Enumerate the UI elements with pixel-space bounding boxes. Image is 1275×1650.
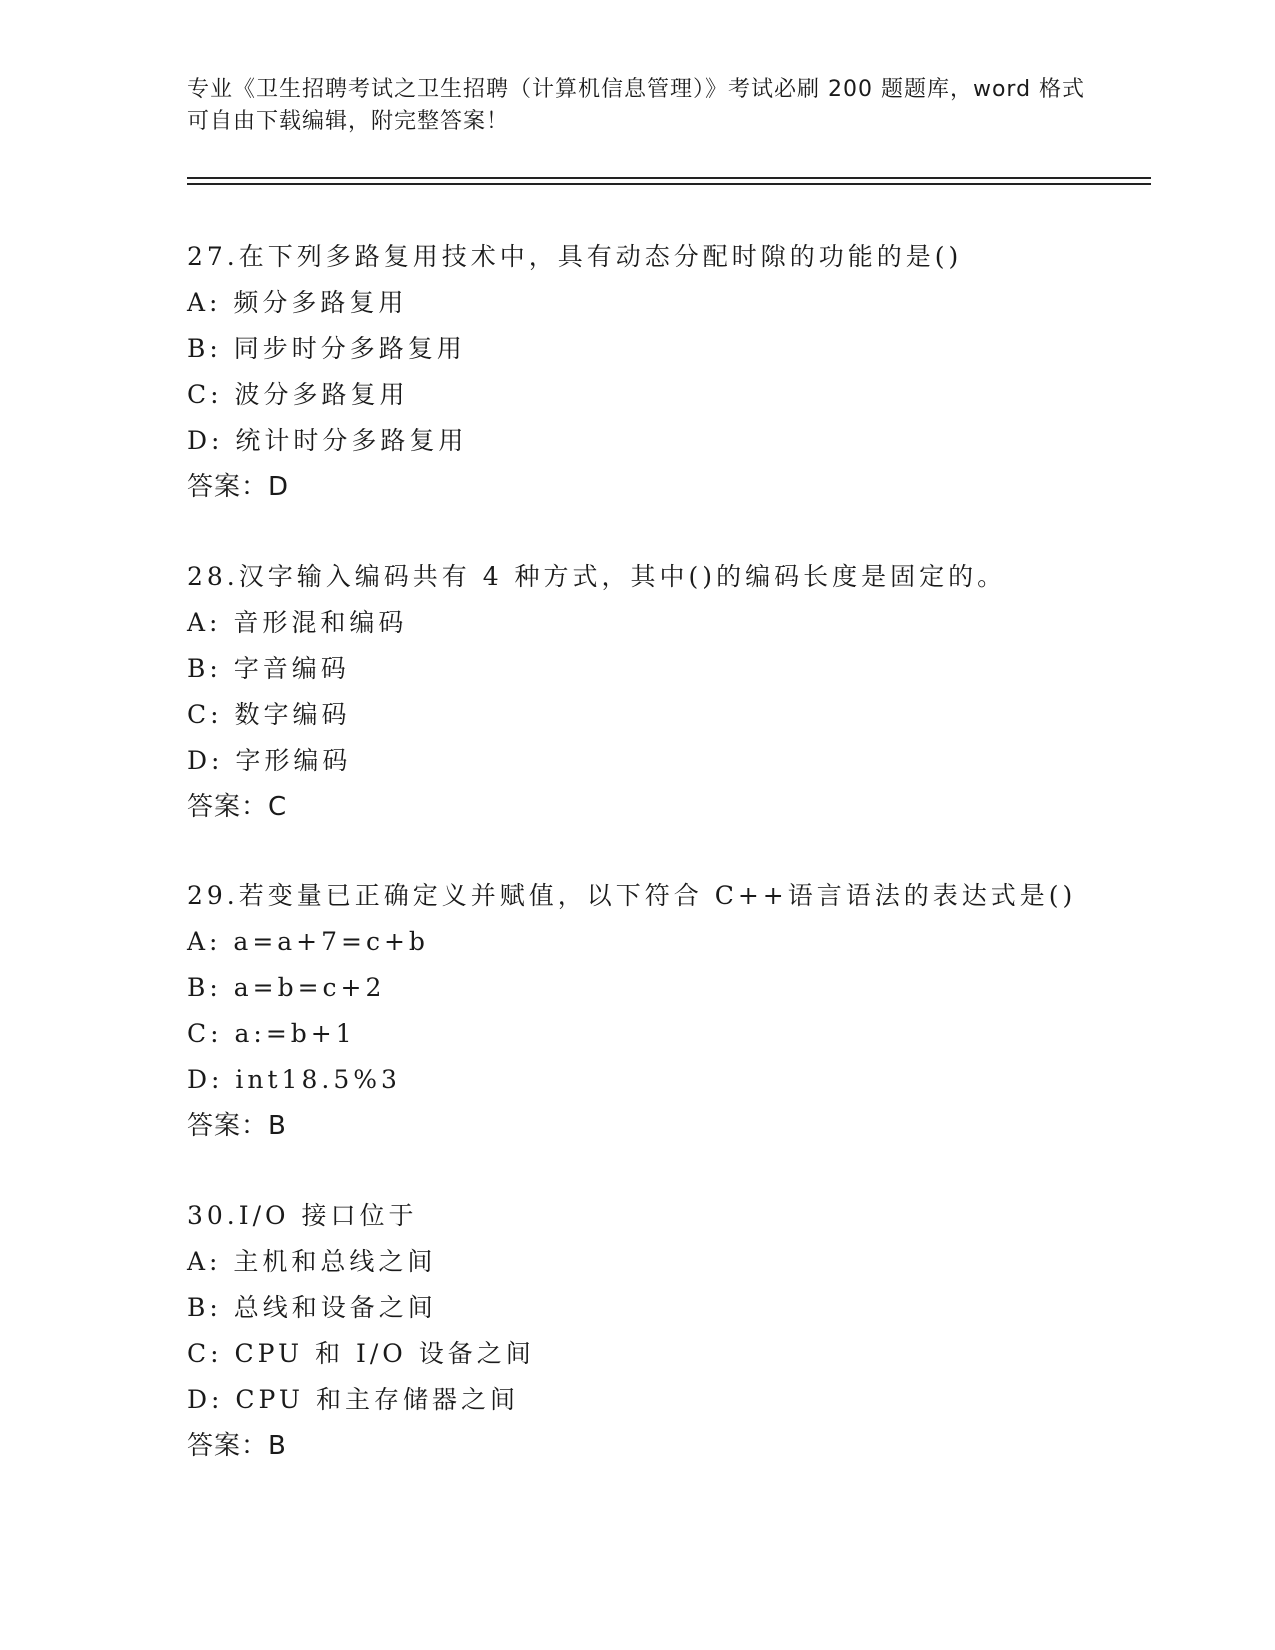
option-a: A: a=a+7=c+b (187, 927, 429, 956)
option-a: A: 主机和总线之间 (187, 1247, 437, 1276)
question-27 (187, 234, 1137, 510)
header-title: 专业《卫生招聘考试之卫生招聘（计算机信息管理）》考试必刷 200 题题库，word 格式可自由下载编辑，附完整答案！ (187, 77, 1086, 134)
question-stem: 29.若变量已正确定义并赋值，以下符合 C++语言语法的表达式是() (187, 881, 1077, 910)
answer: 答案：B (187, 1431, 287, 1461)
option-a: A: 频分多路复用 (187, 288, 408, 317)
answer: 答案：C (187, 792, 288, 822)
option-b: B: a=b=c+2 (187, 973, 386, 1002)
option-c: C: a:=b+1 (187, 1019, 356, 1048)
question-30 (187, 1193, 1137, 1469)
question-stem: 27.在下列多路复用技术中，具有动态分配时隙的功能的是() (187, 242, 963, 271)
question-29 (187, 873, 1137, 1149)
option-d: D: 统计时分多路复用 (187, 426, 468, 455)
option-b: B: 同步时分多路复用 (187, 334, 466, 363)
question-stem: 30.I/O 接口位于 (187, 1201, 418, 1230)
question-stem: 28.汉字输入编码共有 4 种方式，其中()的编码长度是固定的。 (187, 562, 1007, 591)
option-c: C: CPU 和 I/O 设备之间 (187, 1339, 535, 1368)
option-a: A: 音形混和编码 (187, 608, 408, 637)
option-d: D: int18.5%3 (187, 1065, 401, 1094)
question-28 (187, 554, 1137, 830)
header-divider-bottom (187, 183, 1151, 185)
option-c: C: 波分多路复用 (187, 380, 409, 409)
option-d: D: 字形编码 (187, 746, 352, 775)
header-divider-top (187, 177, 1151, 179)
option-d: D: CPU 和主存储器之间 (187, 1385, 519, 1414)
document-header (187, 74, 1107, 138)
option-b: B: 总线和设备之间 (187, 1293, 437, 1322)
answer: 答案：B (187, 1111, 287, 1141)
option-b: B: 字音编码 (187, 654, 350, 683)
option-c: C: 数字编码 (187, 700, 351, 729)
answer: 答案：D (187, 472, 290, 502)
